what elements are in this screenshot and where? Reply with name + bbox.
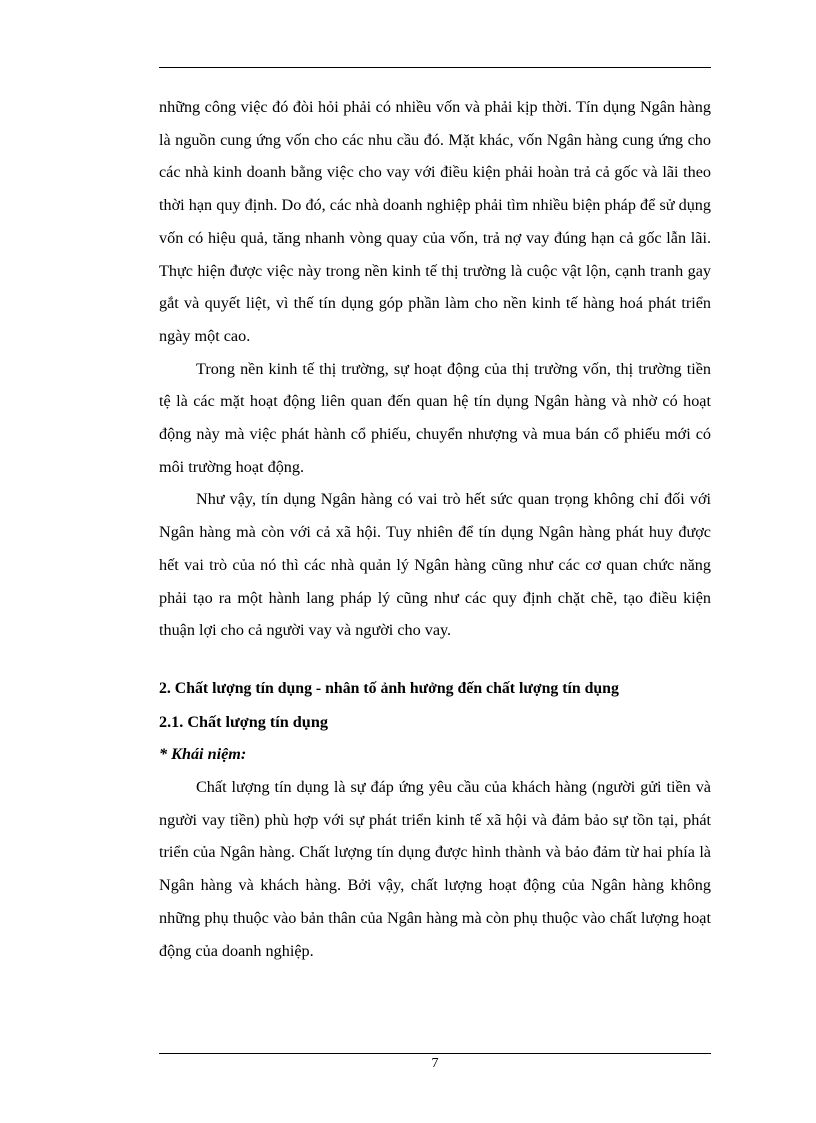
subsection-heading: 2.1. Chất lượng tín dụng (159, 712, 328, 731)
page-number: 7 (431, 1056, 439, 1071)
concept-heading: * Khái niệm: (159, 745, 247, 764)
paragraph-market: Trong nền kinh tế thị trường, sự hoạt động của thị trường vốn, thị trường tiền tệ là các mặt hoạt động liên quan đến quan hệ tín dụng Ngân hàng và nhờ có hoạt động này mà việc phát hành cổ phiếu, chuyển nhượng và mua bán cổ phiếu mới có môi trường hoạt động. (159, 359, 711, 476)
paragraph-concept: Chất lượng tín dụng là sự đáp ứng yêu cầu của khách hàng (người gửi tiền và người vay tiền) phù hợp với sự phát triển kinh tế xã hội và đảm bảo sự tồn tại, phát triển của Ngân hàng. Chất lượng tín dụng được hình thành và bảo đảm từ hai phía là Ngân hàng và khách hàng. Bởi vậy, chất lượng hoạt động của Ngân hàng không những phụ thuộc vào bản thân của Ngân hàng mà còn phụ thuộc vào chất lượng hoạt động của doanh nghiệp. (159, 778, 711, 960)
paragraph-continued: những công việc đó đòi hỏi phải có nhiều vốn và phải kịp thời. Tín dụng Ngân hàng là nguồn cung ứng vốn cho các nhu cầu đó. Mặt khác, vốn Ngân hàng cung ứng cho các nhà kinh doanh bằng việc cho vay với điều kiện phải hoàn trả cả gốc và lãi theo thời hạn quy định. Do đó, các nhà doanh nghiệp phải tìm nhiều biện pháp để sử dụng vốn có hiệu quả, tăng nhanh vòng quay của vốn, trả nợ vay đúng hạn cả gốc lẫn lãi. Thực hiện được việc này trong nền kinh tế thị trường là cuộc vật lộn, cạnh tranh gay gắt và quyết liệt, vì thế tín dụng góp phần làm cho nền kinh tế hàng hoá phát triển ngày một cao. (159, 98, 711, 345)
section-gap (159, 647, 711, 673)
page-content (159, 91, 711, 967)
paragraph-role: Như vậy, tín dụng Ngân hàng có vai trò hết sức quan trọng không chỉ đối với Ngân hàng mà còn với cả xã hội. Tuy nhiên để tín dụng Ngân hàng phát huy được hết vai trò của nó thì các nhà quản lý Ngân hàng cũng như các cơ quan chức năng phải tạo ra một hành lang pháp lý cũng như các quy định chặt chẽ, tạo điều kiện thuận lợi cho cả người vay và người cho vay. (159, 490, 711, 640)
section-heading: 2. Chất lượng tín dụng - nhân tố ảnh hưởng đến chất lượng tín dụng (159, 679, 619, 697)
footer-rule (159, 1053, 711, 1054)
header-rule (159, 67, 711, 68)
